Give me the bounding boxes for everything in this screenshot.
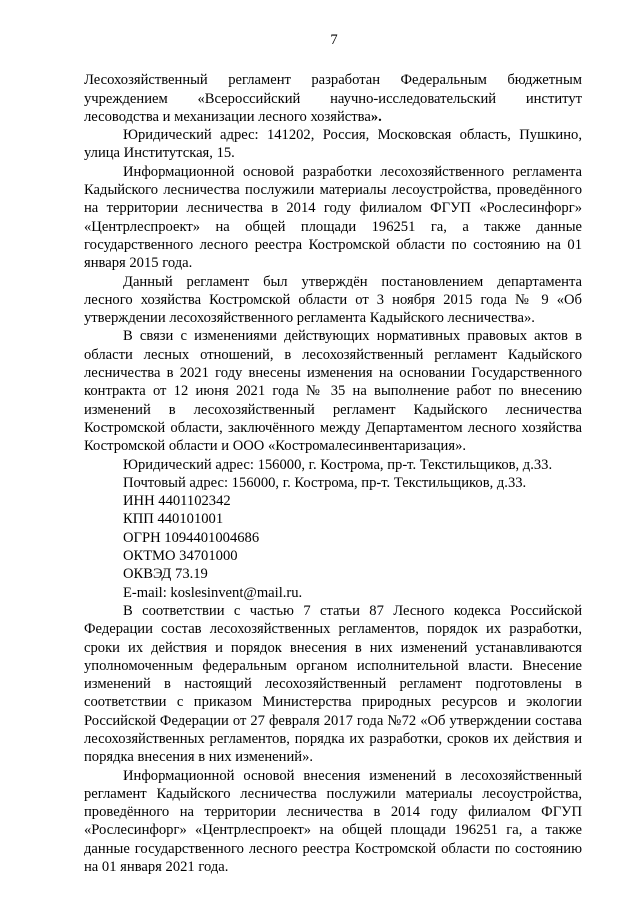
paragraph-forest-code: В соответствии с частью 7 статьи 87 Лесного кодекса Российской Федерации состав лесохозяйственных регламентов, порядок их разработки, сроки их действия и порядок внесения в них изменений устанавливаются уполномоченным федеральным органом исполнительной власти. Внесение изменений в настоящий лесохозяйственный регламент подготовлены в соответствии с приказом Министерства природных ресурсов и экологии Российской Федерации от 27 февраля 2017 года №72 «Об утверждении состава лесохозяйственных регламентов, порядка их разработки, сроков их действия и порядка внесения в них изменений». bbox=[84, 602, 582, 766]
contractor-okved: ОКВЭД 73.19 bbox=[123, 566, 208, 583]
contractor-email: E-mail: koslesinvent@mail.ru. bbox=[123, 584, 303, 601]
paragraph-developer-address: Юридический адрес: 141202, Россия, Московская область, Пушкино, улица Институтская, 15. bbox=[84, 127, 582, 162]
paragraph-developer bbox=[84, 71, 582, 126]
developer-text-end: ». bbox=[370, 108, 382, 125]
paragraph-approval: Данный регламент был утверждён постановлением департамента лесного хозяйства Костромской области от 3 ноября 2015 года № 9 «Об утверждении лесохозяйственного регламента Кадыйского лесничества». bbox=[84, 273, 582, 327]
contractor-inn: ИНН 4401102342 bbox=[123, 493, 231, 510]
paragraph-amendments: В связи с изменениями действующих нормативных правовых актов в области лесных отношений, в лесохозяйственный регламент Кадыйского лесничества в 2021 году внесены изменения на основании Государственного контракта от 12 июня 2021 года № 35 на выполнение работ по внесению изменений в лесохозяйственный регламент Кадыйского лесничества Костромской области, заключённого между Департаментом лесного хозяйства Костромской области и ООО «Костромалесинвентаризация». bbox=[84, 328, 582, 455]
contractor-postal-address: Почтовый адрес: 156000, г. Кострома, пр-т. Текстильщиков, д.33. bbox=[123, 474, 527, 491]
contractor-oktmo: ОКТМО 34701000 bbox=[123, 548, 238, 565]
paragraph-information-basis: Информационной основой разработки лесохозяйственного регламента Кадыйского лесничества послужили материалы лесоустройства, проведённого на территории лесничества в 2014 году филиалом ФГУП «Рослесинфорг» «Центрлеспроект» на общей площади 196251 га, а также данные государственного лесного реестра Костромской области по состоянию на 01 января 2015 года. bbox=[84, 163, 582, 272]
contractor-ogrn: ОГРН 1094401004686 bbox=[123, 529, 260, 546]
developer-text: Лесохозяйственный регламент разработан Федеральным бюджетным учреждением «Всероссийский научно-исследовательский институт лесоводства и механизации лесного хозяйства bbox=[84, 72, 582, 125]
paragraph-amendment-basis: Информационной основой внесения изменений в лесохозяйственный регламент Кадыйского лесничества послужили материалы лесоустройства, проведённого на территории лесничества в 2014 году филиалом ФГУП «Рослесинфорг» «Центрлеспроект» на общей площади 196251 га, а также данные государственного лесного реестра Костромской области по состоянию на 01 января 2021 года. bbox=[84, 767, 582, 876]
contractor-legal-address: Юридический адрес: 156000, г. Кострома, пр-т. Текстильщиков, д.33. bbox=[123, 456, 553, 473]
page-number: 7 bbox=[330, 32, 338, 48]
contractor-kpp: КПП 440101001 bbox=[123, 511, 224, 528]
